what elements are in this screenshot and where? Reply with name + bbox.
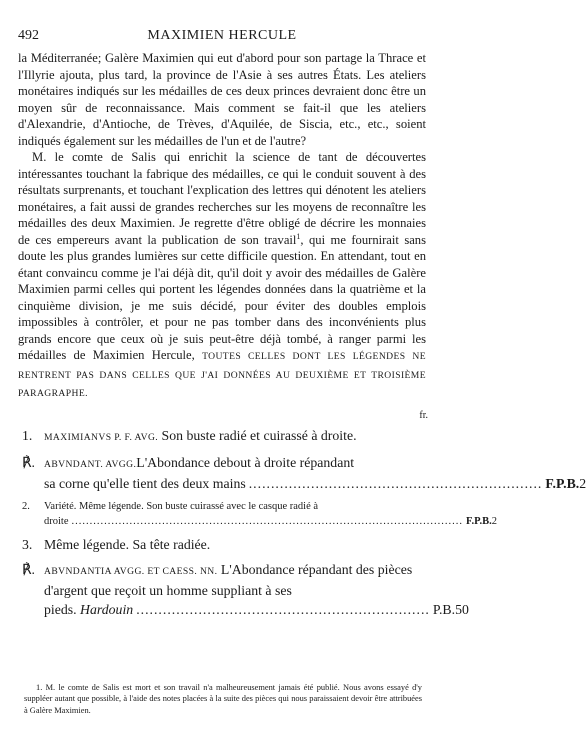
paragraph-2-rest: , qui me fournirait sans doute les plus grandes lumières sur cette difficile question. En attendant, tout en étant convaincu comme je l'ai déjà dit, qu'il doit y avoir des médailles de Galère Maximien parmi celles qui portent les légendes données dans la quatrième et la cinquième division, je me suis décidé, pour éviter des doubles emplois impossibles à contrôler, et pour ne pas tomber dans des inconvénients plus grands encore que ceux où je suis peut-être déjà tombé, à ranger parmi les médailles de Maximien Hercule, bbox=[18, 232, 427, 362]
page-number: 492 bbox=[18, 28, 39, 43]
price-column-heading: fr. bbox=[419, 410, 428, 421]
obverse-legend: MAXIMIANVS P. F. AVG. bbox=[44, 432, 159, 443]
price-value: 50 bbox=[455, 602, 469, 617]
paragraph-1: la Méditerranée; Galère Maximien qui eut d'abord pour son partage la Thrace et l'Illyrie ajouta, plus tard, la province de l'Asie à ses autres États. Les ateliers monétaires indiqués sur les médailles de ces deux princes devraient donc être un moyen sûr de reconnaissance. Mais comment se fait-il que les ateliers d'Alexandrie, d'Antioche, de Trèves, d'Aquilée, de Siscia, etc., etc., soient indiqués également sur les médailles de l'un et de l'autre? bbox=[18, 51, 426, 148]
footnote-reference[interactable]: 1 bbox=[296, 231, 301, 241]
main-text bbox=[18, 50, 426, 403]
paragraph-2 bbox=[18, 149, 426, 403]
entry-description: L'Abondance répandant des pièces d'argent que reçoit un homme suppliant à ses bbox=[44, 562, 413, 598]
price-value: 2 bbox=[491, 516, 498, 527]
collection-reference: F.P.B. bbox=[545, 476, 580, 491]
entry-description: L'Abondance debout à droite répandant bbox=[136, 455, 355, 470]
catalogue-entry bbox=[22, 535, 424, 554]
paragraph-2-small-caps: TOUTES CELLES DONT LES LÉGENDES NE RENTRENT PAS DANS CELLES QUE J'AI DONNÉES AU DEUXIÈME ET TROISIÈME PARAGRAPHE. bbox=[18, 351, 426, 399]
footnote-text: 1. M. le comte de Salis est mort et son travail n'a malheureusement jamais été publié. Nous avons essayé d'y suppléer autant que possible, à l'aide des notes placées à la suite des pièces qui nous paraissaient devoir être attribuées à Galère Maximien. bbox=[24, 683, 422, 715]
source-author: Hardouin bbox=[80, 602, 134, 617]
price-value: 2 bbox=[579, 476, 586, 491]
running-head: MAXIMIEN HERCULE bbox=[147, 28, 297, 43]
catalogue-entry bbox=[22, 499, 498, 529]
entry-description: Même légende. Sa tête radiée. bbox=[44, 537, 211, 552]
leader-dots: ............................................................................................................ bbox=[71, 516, 463, 527]
leader-dots: .................................................................. bbox=[136, 602, 430, 617]
footnote bbox=[24, 682, 422, 716]
reverse-mark: ℟. bbox=[22, 562, 35, 577]
reverse-legend: ABVNDANTIA AVGG. ET CAESS. NN. bbox=[44, 566, 218, 577]
catalogue-entry bbox=[22, 560, 469, 619]
entry-number: 3. bbox=[22, 537, 33, 552]
catalogue-entry bbox=[22, 426, 424, 447]
reverse-legend: ABVNDANT. AVGG. bbox=[44, 459, 137, 470]
reverse-mark: ℟. bbox=[22, 455, 35, 470]
entry-number: 1. bbox=[22, 428, 33, 443]
collection-reference: F.P.B. bbox=[466, 516, 492, 527]
entry-description-end: pieds. bbox=[44, 602, 81, 617]
catalogue-entry bbox=[22, 453, 586, 493]
page-header bbox=[18, 28, 426, 48]
entry-description: Son buste radié et cuirassé à droite. bbox=[158, 428, 357, 443]
entry-number: 2. bbox=[22, 501, 30, 512]
collection-reference: P.B. bbox=[432, 602, 456, 617]
coin-catalogue bbox=[22, 426, 586, 619]
entry-description: Variété. Même légende. Son buste cuirassé avec le casque radié à bbox=[44, 501, 319, 512]
entry-description-end: droite bbox=[44, 516, 69, 527]
paragraph-2-text: M. le comte de Salis qui enrichit la science de tant de découvertes intéressantes touchant la fabrique des médailles, ce qui le conduit souvent à des résultats surprenants, et touchant l'explication des lettres qui dénotent les ateliers monétaires, a fait aussi de grandes recherches sur les moyens de reconnaître les médailles des deux Maximien. Je regrette d'être obligé de décrire les monnaies de ces empereurs avant la publication de son travail bbox=[18, 150, 426, 247]
entry-description-end: sa corne qu'elle tient des deux mains bbox=[44, 476, 246, 491]
leader-dots: .................................................................. bbox=[248, 476, 543, 491]
